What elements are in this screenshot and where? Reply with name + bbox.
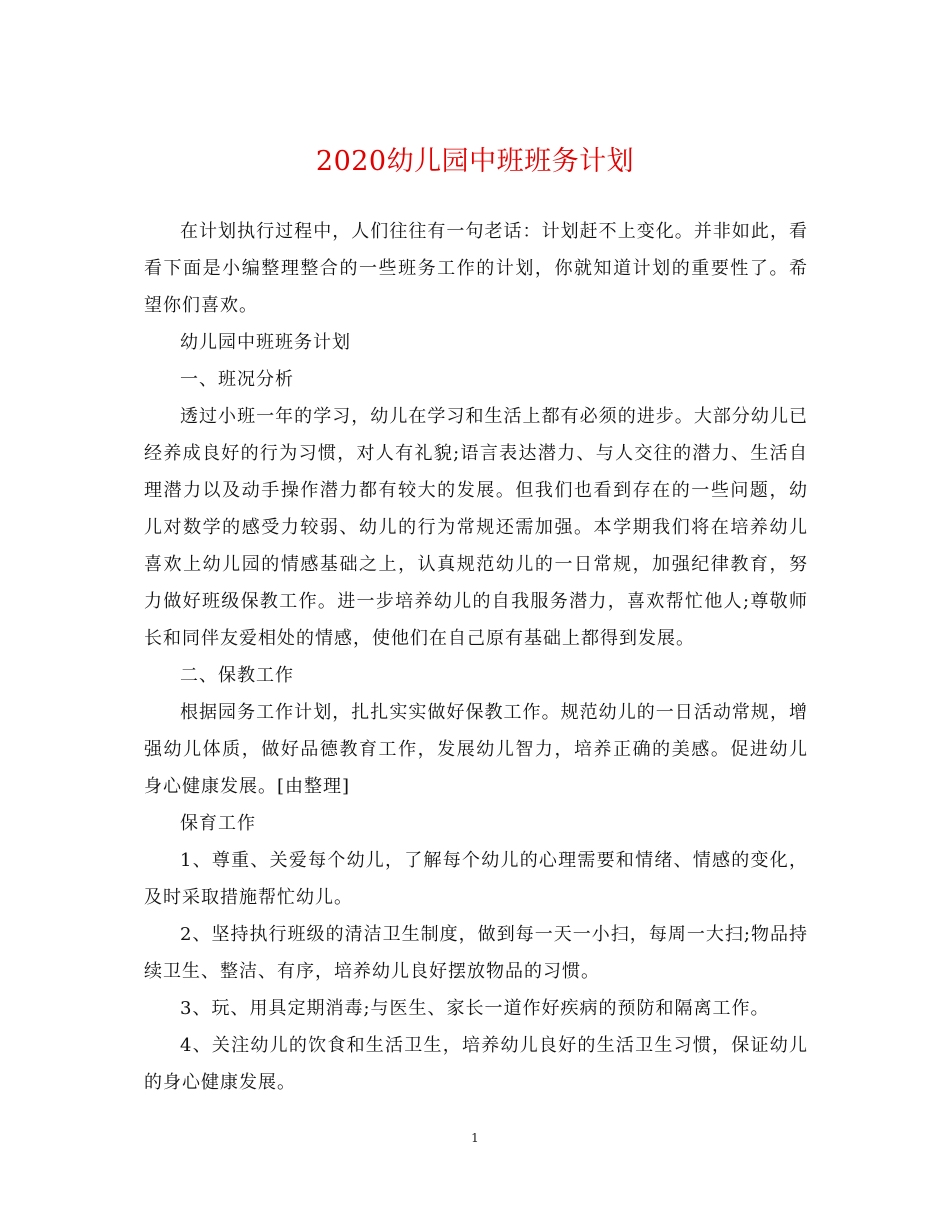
- section-heading-care-education: 二、保教工作: [180, 665, 294, 686]
- list-item-1: 1、尊重、关爱每个幼儿，了解每个幼儿的心理需要和情绪、情感的变化，及时采取措施帮忙幼儿。: [144, 850, 808, 908]
- subheading-care-work: 保育工作: [180, 813, 256, 834]
- list-item-4: 4、关注幼儿的饮食和生活卫生，培养幼儿良好的生活卫生习惯，保证幼儿的身心健康发展。: [144, 1035, 808, 1093]
- paragraph-intro: 在计划执行过程中，人们往往有一句老话：计划赶不上变化。并非如此，看看下面是小编整理整合的一些班务工作的计划，你就知道计划的重要性了。希望你们喜欢。: [144, 221, 808, 316]
- list-item-3: 3、玩、用具定期消毒;与医生、家长一道作好疾病的预防和隔离工作。: [180, 998, 770, 1019]
- paragraph-care-education: 根据园务工作计划，扎扎实实做好保教工作。规范幼儿的一日活动常规，增强幼儿体质，做好品德教育工作，发展幼儿智力，培养正确的美感。促进幼儿身心健康发展。[由整理]: [144, 702, 808, 797]
- paragraph-class-analysis: 透过小班一年的学习，幼儿在学习和生活上都有必须的进步。大部分幼儿已经养成良好的行为习惯，对人有礼貌;语言表达潜力、与人交往的潜力、生活自理潜力以及动手操作潜力都有较大的发展。但我们也看到存在的一些问题，幼儿对数学的感受力较弱、幼儿的行为常规还需加强。本学期我们将在培养幼儿喜欢上幼儿园的情感基础之上，认真规范幼儿的一日常规，加强纪律教育，努力做好班级保教工作。进一步培养幼儿的自我服务潜力，喜欢帮忙他人;尊敬师长和同伴友爱相处的情感，使他们在自己原有基础上都得到发展。: [144, 406, 808, 649]
- document-title: 2020幼儿园中班班务计划: [315, 146, 635, 177]
- document-body: [144, 213, 808, 1101]
- section-heading-class-analysis: 一、班况分析: [180, 369, 294, 390]
- page-number: 1: [471, 1131, 479, 1145]
- paragraph-subtitle: 幼儿园中班班务计划: [180, 332, 351, 353]
- list-item-2: 2、坚持执行班级的清洁卫生制度，做到每一天一小扫，每周一大扫;物品持续卫生、整洁、有序，培养幼儿良好摆放物品的习惯。: [144, 924, 808, 982]
